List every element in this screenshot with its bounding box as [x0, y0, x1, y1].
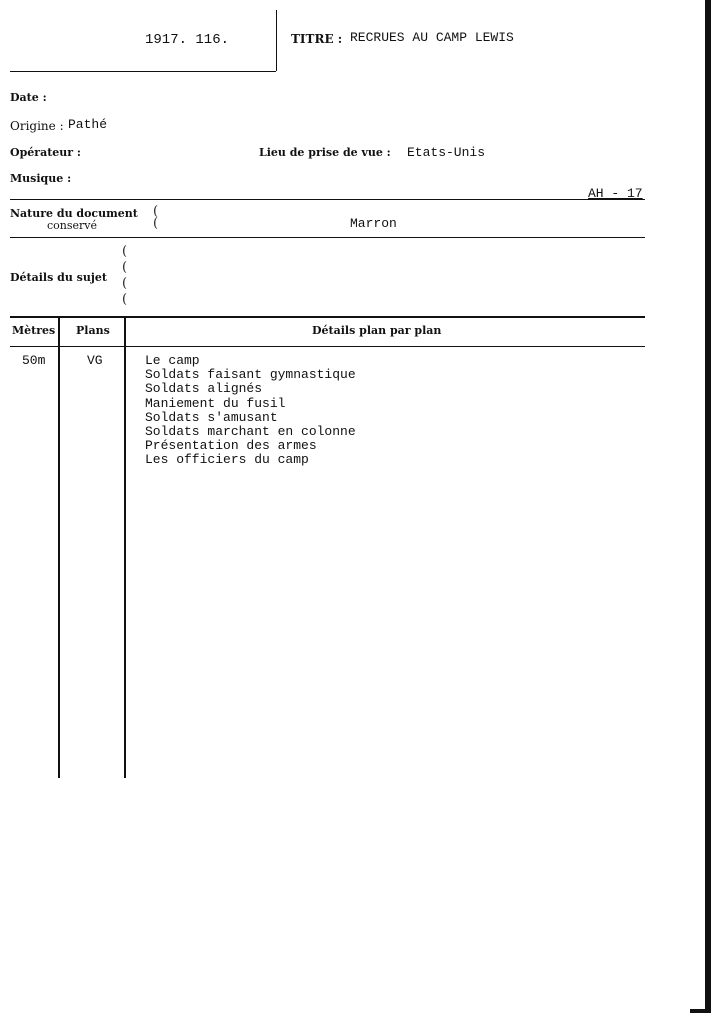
origine-label: Origine :	[10, 119, 64, 133]
fields-separator-line	[10, 199, 645, 200]
titre-value: RECRUES AU CAMP LEWIS	[350, 30, 514, 45]
lieu-label: Lieu de prise de vue :	[259, 146, 391, 159]
col-divider-2	[124, 318, 126, 778]
nature-bracket: ( (	[153, 204, 159, 231]
plan-details-list	[145, 354, 356, 468]
plans-value: VG	[87, 353, 103, 368]
header-bottom-line	[10, 71, 276, 72]
scan-edge-right	[705, 0, 711, 1013]
col-header-plans: Plans	[76, 324, 110, 337]
date-label: Date :	[10, 91, 47, 104]
plan-line: Soldats faisant gymnastique	[145, 367, 356, 383]
plan-line: Maniement du fusil	[145, 395, 286, 411]
nature-separator-line	[10, 237, 645, 238]
document-code: AH - 17	[588, 186, 643, 201]
plan-line: Le camp	[145, 353, 200, 368]
operateur-label: Opérateur :	[10, 146, 81, 159]
col-divider-1	[58, 318, 60, 778]
col-header-details: Détails plan par plan	[312, 324, 442, 337]
col-header-metres: Mètres	[12, 324, 56, 337]
table-header-line	[10, 346, 645, 347]
lieu-value: Etats-Unis	[407, 145, 486, 160]
plan-line: Soldats s'amusant	[145, 409, 278, 425]
nature-label-line2: conservé	[47, 219, 98, 232]
plan-line: Soldats alignés	[145, 381, 263, 397]
details-sujet-label: Détails du sujet	[10, 271, 107, 284]
details-sujet-bracket: ( ( ( (	[122, 244, 128, 307]
titre-label: TITRE :	[291, 32, 343, 46]
musique-label: Musique :	[10, 172, 72, 185]
plan-line: Soldats marchant en colonne	[145, 424, 356, 440]
header-divider	[276, 10, 277, 71]
plan-line: Présentation des armes	[145, 438, 317, 454]
plan-line: Les officiers du camp	[145, 452, 309, 468]
nature-label-line1: Nature du document	[10, 207, 138, 220]
origine-value: Pathé	[68, 117, 108, 132]
metres-value: 50m	[22, 353, 46, 368]
document-reference: 1917. 116.	[145, 32, 230, 48]
nature-value: Marron	[350, 216, 397, 231]
scan-edge-bottom	[690, 1009, 711, 1013]
table-top-line	[10, 316, 645, 318]
